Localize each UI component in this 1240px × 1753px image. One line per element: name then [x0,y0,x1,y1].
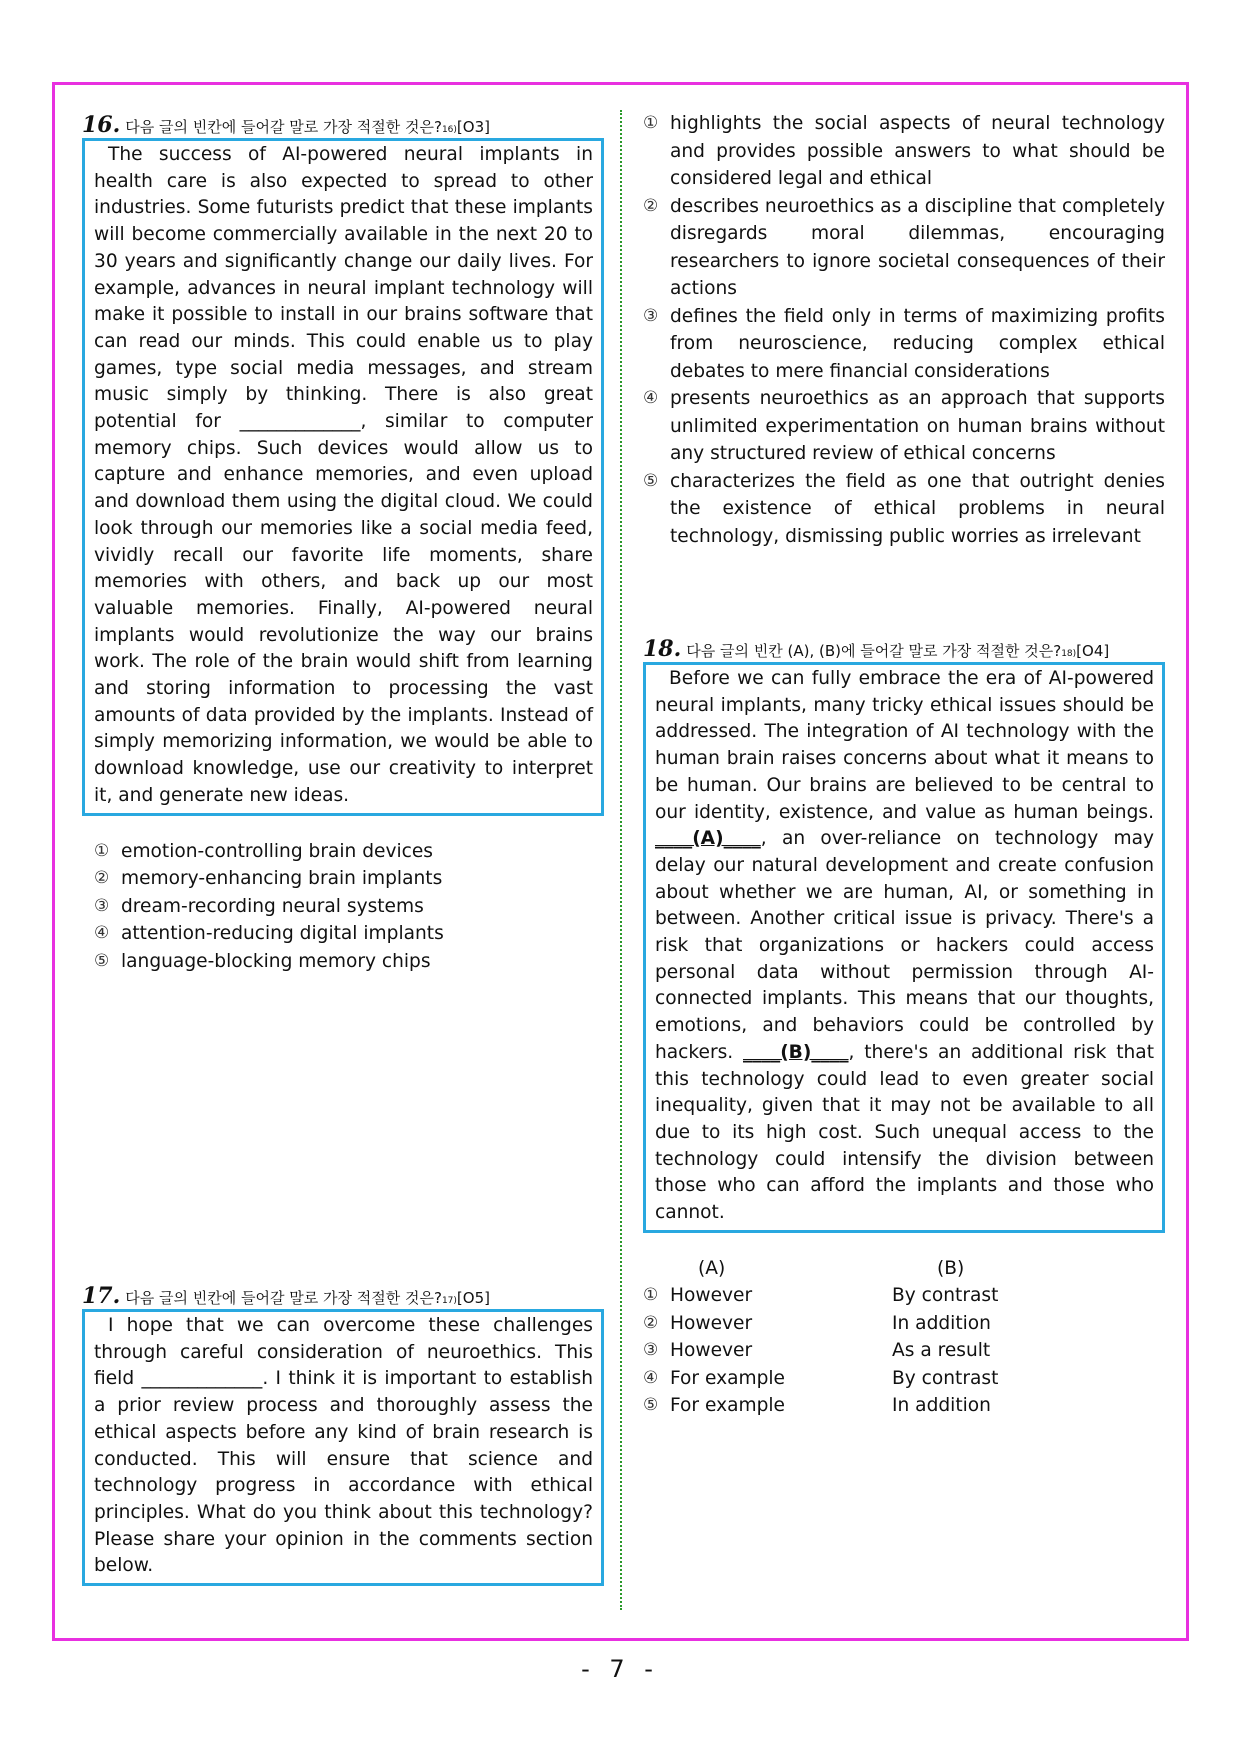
passage-box [82,138,604,816]
choice-text: attention-reducing digital implants [121,923,444,945]
choice-a: However [670,1340,753,1362]
choice-number: ② [643,1312,659,1333]
choice-number: ③ [643,305,659,326]
question-17 [82,1283,604,1586]
question-16 [82,112,604,975]
choice-number: ④ [94,923,110,944]
choice-number: ③ [94,895,110,916]
footnote-ref: 17) [441,1296,457,1306]
question-number: 18. [643,636,682,662]
choice-number: ① [643,1285,659,1306]
question-code: [O4] [1076,642,1110,660]
header-b: (B) [937,1257,965,1279]
passage-text: Before we can fully embrace the era of AI-powered neural implants, many tricky ethical issues should be addressed. The integration of AI technology with the human brain raises concerns about what it means to be human. Our brains are believed to be central to our identity, existence, and value as human beings. [655,668,1154,823]
question-prompt: 다음 글의 빈칸 (A), (B)에 들어갈 말로 가장 적절한 것은? [686,642,1062,660]
question-16-header [82,112,604,138]
question-code: [O3] [456,118,490,136]
choice-4[interactable] [94,920,604,948]
passage-box [643,662,1165,1233]
choice-list [82,838,604,976]
choice-number: ⑤ [643,1395,659,1416]
choice-text: memory-enhancing brain implants [121,868,443,890]
question-prompt: 다음 글의 빈칸에 들어갈 말로 가장 적절한 것은? [125,118,442,136]
choice-3[interactable] [94,893,604,921]
choice-1[interactable] [643,110,1165,193]
choice-a: However [670,1312,753,1334]
choice-4[interactable] [643,1365,1165,1393]
choice-text: describes neuroethics as a discipline that completely disregards moral dilemmas, encouraging researchers to ignore societal consequences of their actions [670,195,1165,299]
question-17-header [82,1283,604,1309]
choice-number: ① [643,113,659,133]
answer-table [643,1255,1165,1420]
blank-b: ____(B)____ [743,1041,849,1063]
blank-a: ____(A)____ [655,828,761,850]
choice-1[interactable] [643,1282,1165,1310]
choice-3[interactable] [643,303,1165,386]
question-18 [643,636,1165,1420]
choice-2[interactable] [94,865,604,893]
choice-list [643,110,1165,550]
choice-a: For example [670,1367,785,1389]
question-number: 16. [82,112,121,138]
choice-1[interactable] [94,838,604,866]
choice-b: In addition [892,1395,991,1417]
choice-text: highlights the social aspects of neural technology and provides possible answers to what should be considered legal and ethical [670,113,1165,189]
choice-number: ② [643,195,659,216]
choice-3[interactable] [643,1337,1165,1365]
passage-box [82,1309,604,1586]
footnote-ref: 16) [441,125,457,135]
choice-number: ① [94,840,110,861]
choice-number: ④ [643,388,659,408]
choice-text: dream-recording neural systems [121,895,424,917]
passage-text: , there's an additional risk that this technology could lead to even greater social inequality, given that it may not be available to all due to its high cost. Such unequal access to the technology could intensify the division between those who can afford the implants and those who cannot. [655,1041,1154,1224]
choice-5[interactable] [94,948,604,976]
question-prompt: 다음 글의 빈칸에 들어갈 말로 가장 적절한 것은? [125,1289,442,1307]
choice-text: presents neuroethics as an approach that supports unlimited experimentation on human brains without any structured review of ethical concerns [670,388,1165,464]
choice-b: As a result [892,1340,991,1362]
choice-number: ④ [643,1367,659,1388]
question-code: [O5] [456,1289,490,1307]
answer-table-header [643,1255,1165,1283]
choice-text: language-blocking memory chips [121,950,431,972]
choice-a: However [670,1285,753,1307]
choice-b: By contrast [892,1285,999,1307]
passage-text: , similar to computer memory chips. Such devices would allow us to capture and enhance memories, and even upload and download them using the digital cloud. We could look through our memories like a social media feed, vividly recall our favorite life moments, share memories with others, and back up our most valuable memories. Finally, AI-powered neural implants would revolutionize the way our brains work. The role of the brain would shift from learning and storing information to processing the vast amounts of data provided by the implants. Instead of simply memorizing information, we would be able to download knowledge, use our creativity to interpret it, and generate new ideas. [94,411,593,806]
question-number: 17. [82,1283,121,1309]
question-17-choices [643,110,1165,550]
answer-blank: _____________ [239,411,361,433]
choice-text: defines the field only in terms of maximizing profits from neuroscience, reducing complex ethical debates to mere financial considerations [670,305,1165,382]
passage-text: The success of AI-powered neural implants in health care is also expected to spread to other industries. Some futurists predict that these implants will become commercially available in the next 20 to 30 years and significantly change our daily lives. For example, advances in neural implant technology will make it possible to install in our brains software that can read our minds. This could enable us to play games, type social media messages, and stream music simply by thinking. There is also great potential for [94,144,593,433]
choice-text: emotion-controlling brain devices [121,840,433,862]
header-a: (A) [698,1257,726,1279]
choice-a: For example [670,1395,785,1417]
question-18-header [643,636,1165,662]
choice-5[interactable] [643,1392,1165,1420]
passage-text: I hope that we can overcome these challenges through careful consideration of neuroethics. This field [94,1315,593,1390]
choice-number: ⑤ [94,950,110,971]
choice-2[interactable] [643,1310,1165,1338]
choice-text: characterizes the field as one that outright denies the existence of ethical problems in neural technology, dismissing public worries as irrelevant [670,470,1165,547]
choice-number: ② [94,868,110,889]
choice-4[interactable] [643,385,1165,468]
choice-number: ⑤ [643,470,659,491]
choice-number: ③ [643,1340,659,1361]
choice-2[interactable] [643,193,1165,303]
passage-text: . I think it is important to establish a prior review process and thoroughly assess the ethical aspects before any kind of brain research is conducted. This will ensure that science and technology progress in accordance with ethical principles. What do you think about this technology? Please share your opinion in the comments section below. [94,1368,593,1577]
choice-b: By contrast [892,1367,999,1389]
answer-blank: _____________ [141,1368,263,1390]
page-number: - 7 - [581,1655,659,1683]
column-divider [620,110,622,1610]
footnote-ref: 18) [1061,649,1077,659]
choice-b: In addition [892,1312,991,1334]
choice-5[interactable] [643,468,1165,551]
passage-text: , an over-reliance on technology may delay our natural development and create confusion about whether we are human, AI, or something in between. Another critical issue is privacy. There's a risk that organizations or hackers could access personal data without permission through AI-connected implants. This means that our thoughts, emotions, and behaviors could be controlled by hackers. [655,828,1154,1063]
